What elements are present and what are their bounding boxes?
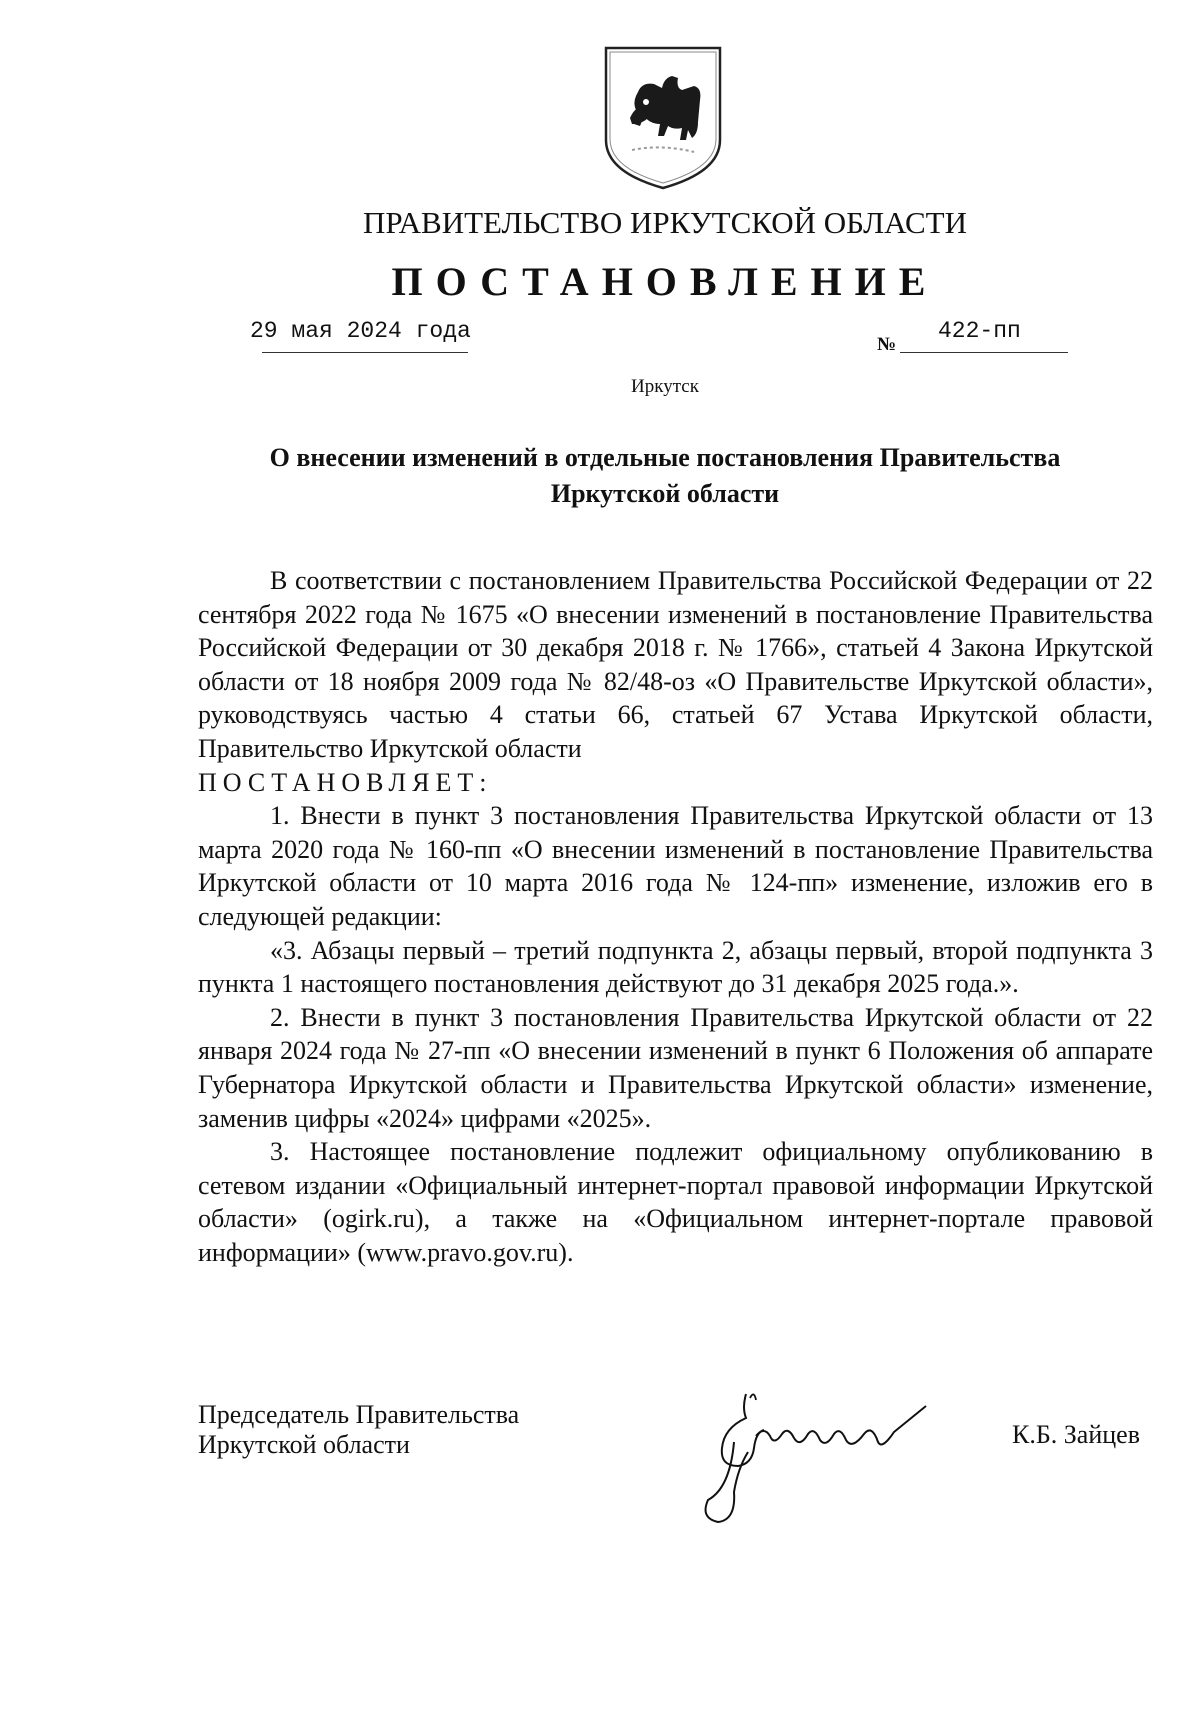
signatory-position — [198, 1400, 519, 1460]
decree-word: ПОСТАНОВЛЯЕТ: — [198, 767, 493, 797]
signatory-position-line-1: Председатель Правительства — [198, 1400, 520, 1429]
number-label: № — [877, 334, 897, 355]
item-3-paragraph: 3. Настоящее постановление подлежит официальному опубликованию в сетевом издании «Официальный интернет-портал правовой информации Иркутской области» (ogirk.ru), а также на «Официальном интернет-портале правовой информации» (www.pravo.gov.ru). — [198, 1137, 1153, 1267]
item-1-quote-paragraph: «3. Абзацы первый – третий подпункта 2, абзацы первый, второй подпункта 3 пункта 1 настоящего постановления действуют до 31 декабря 2025 года.». — [198, 935, 1153, 999]
preamble-paragraph: В соответствии с постановлением Правительства Российской Федерации от 22 сентября 2022 года № 1675 «О внесении изменений в постановление Правительства Российской Федерации от 30 декабря 2018 г. № 1766», статьей 4 Закона Иркутской области от 18 ноября 2009 года № 82/48-оз «О Правительстве Иркутской области», руководствуясь частью 4 статьи 66, статьей 67 Устава Иркутской области, Правительство Иркутской области — [198, 566, 1153, 763]
document-date: 29 мая 2024 года — [250, 318, 471, 344]
document-body — [198, 564, 1153, 1269]
document-number: 422-пп — [938, 318, 1021, 344]
government-name: ПРАВИТЕЛЬСТВО ИРКУТСКОЙ ОБЛАСТИ — [362, 205, 967, 240]
document-type-title: ПОСТАНОВЛЕНИЕ — [391, 259, 939, 304]
item-1-paragraph: 1. Внести в пункт 3 постановления Правительства Иркутской области от 13 марта 2020 года № 160-пп «О внесении изменений в постановление Правительства Иркутской области от 10 марта 2016 года № 124-пп» изменение, изложив его в следующей редакции: — [198, 801, 1153, 931]
subject-line-1: О внесении изменений в отдельные постановления Правительства — [269, 443, 1061, 472]
signatory-position-line-2: Иркутской области — [198, 1430, 410, 1459]
coat-of-arms-icon — [602, 44, 724, 192]
subject-line-2: Иркутской области — [550, 479, 780, 508]
item-2-paragraph: 2. Внести в пункт 3 постановления Правительства Иркутской области от 22 января 2024 года № 27-пп «О внесении изменений в пункт 6 Положения об аппарате Губернатора Иркутской области и Правительства Иркутской области» изменение, заменив цифры «2024» цифрами «2025». — [198, 1002, 1153, 1133]
signature-icon — [694, 1388, 960, 1528]
issue-city: Иркутск — [631, 376, 699, 397]
document-subject — [200, 440, 1130, 512]
signatory-name: К.Б. Зайцев — [1012, 1420, 1140, 1449]
